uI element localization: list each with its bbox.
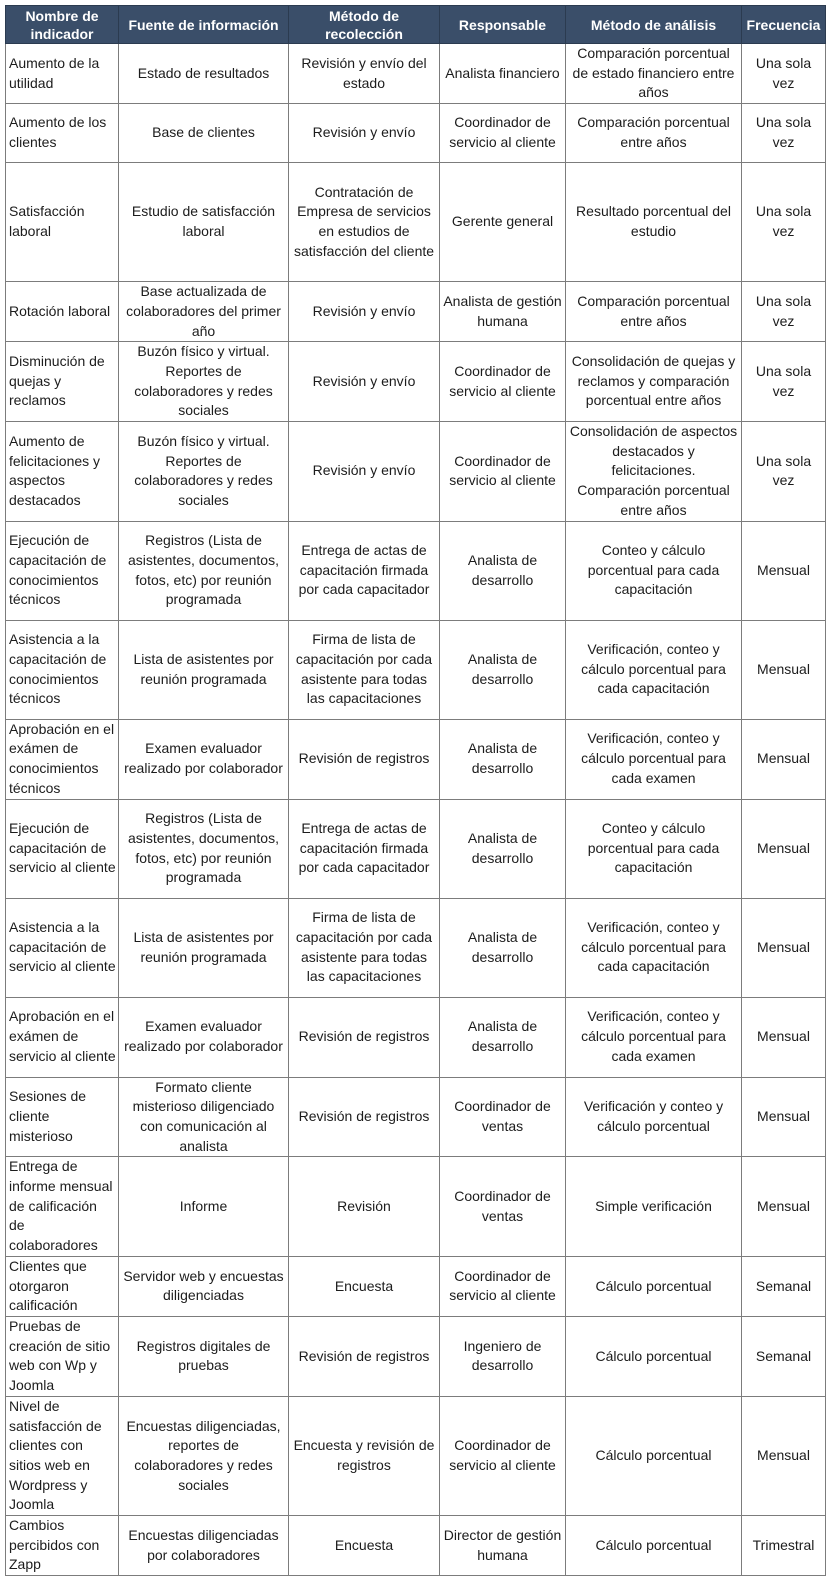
cell-collection-method: Revisión y envío: [289, 282, 440, 342]
table-row: [6, 1077, 826, 1157]
cell-analysis-method: Resultado porcentual del estudio: [566, 163, 742, 282]
cell-analysis-method: Comparación porcentual de estado financiero entre años: [566, 44, 742, 104]
cell-frequency: Semanal: [742, 1316, 826, 1396]
cell-frequency: Mensual: [742, 1077, 826, 1157]
cell-responsible: Coordinador de servicio al cliente: [440, 1396, 566, 1515]
header-row: [6, 6, 826, 44]
header-analysis-method: Método de análisis: [566, 6, 742, 44]
cell-responsible: Coordinador de servicio al cliente: [440, 1256, 566, 1316]
cell-analysis-method: Consolidación de quejas y reclamos y comparación porcentual entre años: [566, 342, 742, 422]
cell-analysis-method: Verificación, conteo y cálculo porcentual para cada examen: [566, 997, 742, 1077]
cell-indicator-name: Pruebas de creación de sitio web con Wp y Joomla: [6, 1316, 119, 1396]
cell-analysis-method: Cálculo porcentual: [566, 1316, 742, 1396]
indicators-table: [5, 5, 826, 1576]
cell-collection-method: Encuesta y revisión de registros: [289, 1396, 440, 1515]
cell-collection-method: Revisión y envío del estado: [289, 44, 440, 104]
cell-indicator-name: Rotación laboral: [6, 282, 119, 342]
cell-collection-method: Revisión y envío: [289, 422, 440, 522]
cell-collection-method: Contratación de Empresa de servicios en estudios de satisfacción del cliente: [289, 163, 440, 282]
cell-responsible: Gerente general: [440, 163, 566, 282]
header-collection-method: Método de recolección: [289, 6, 440, 44]
cell-collection-method: Entrega de actas de capacitación firmada por cada capacitador: [289, 799, 440, 898]
table-row: [6, 1157, 826, 1257]
table-row: [6, 1316, 826, 1396]
cell-responsible: Coordinador de ventas: [440, 1077, 566, 1157]
cell-indicator-name: Disminución de quejas y reclamos: [6, 342, 119, 422]
table-row: [6, 620, 826, 719]
cell-responsible: Director de gestión humana: [440, 1516, 566, 1576]
cell-collection-method: Revisión y envío: [289, 342, 440, 422]
cell-responsible: Analista de desarrollo: [440, 997, 566, 1077]
cell-information-source: Buzón físico y virtual. Reportes de colaboradores y redes sociales: [119, 342, 289, 422]
cell-collection-method: Revisión de registros: [289, 1077, 440, 1157]
cell-frequency: Mensual: [742, 799, 826, 898]
cell-information-source: Registros (Lista de asistentes, documentos, fotos, etc) por reunión programada: [119, 799, 289, 898]
cell-indicator-name: Aumento de felicitaciones y aspectos destacados: [6, 422, 119, 522]
table-row: [6, 719, 826, 799]
cell-indicator-name: Nivel de satisfacción de clientes con sitios web en Wordpress y Joomla: [6, 1396, 119, 1515]
cell-information-source: Buzón físico y virtual. Reportes de colaboradores y redes sociales: [119, 422, 289, 522]
cell-collection-method: Firma de lista de capacitación por cada asistente para todas las capacitaciones: [289, 898, 440, 997]
cell-responsible: Coordinador de servicio al cliente: [440, 422, 566, 522]
cell-responsible: Ingeniero de desarrollo: [440, 1316, 566, 1396]
cell-responsible: Coordinador de servicio al cliente: [440, 104, 566, 163]
cell-frequency: Una sola vez: [742, 104, 826, 163]
cell-indicator-name: Satisfacción laboral: [6, 163, 119, 282]
header-responsible: Responsable: [440, 6, 566, 44]
cell-analysis-method: Verificación, conteo y cálculo porcentual para cada capacitación: [566, 620, 742, 719]
cell-frequency: Una sola vez: [742, 44, 826, 104]
cell-indicator-name: Entrega de informe mensual de calificación de colaboradores: [6, 1157, 119, 1257]
cell-indicator-name: Aprobación en el exámen de servicio al cliente: [6, 997, 119, 1077]
cell-information-source: Lista de asistentes por reunión programada: [119, 898, 289, 997]
cell-frequency: Mensual: [742, 719, 826, 799]
cell-collection-method: Revisión de registros: [289, 997, 440, 1077]
table-row: [6, 282, 826, 342]
table-row: [6, 163, 826, 282]
cell-responsible: Analista de desarrollo: [440, 799, 566, 898]
cell-information-source: Servidor web y encuestas diligenciadas: [119, 1256, 289, 1316]
cell-responsible: Analista de desarrollo: [440, 898, 566, 997]
cell-responsible: Analista de desarrollo: [440, 620, 566, 719]
cell-indicator-name: Aumento de la utilidad: [6, 44, 119, 104]
cell-information-source: Examen evaluador realizado por colaborador: [119, 719, 289, 799]
cell-information-source: Formato cliente misterioso diligenciado con comunicación al analista: [119, 1077, 289, 1157]
cell-information-source: Estudio de satisfacción laboral: [119, 163, 289, 282]
cell-indicator-name: Clientes que otorgaron calificación: [6, 1256, 119, 1316]
cell-collection-method: Revisión de registros: [289, 719, 440, 799]
table-row: [6, 1256, 826, 1316]
cell-information-source: Base de clientes: [119, 104, 289, 163]
cell-analysis-method: Verificación, conteo y cálculo porcentual para cada examen: [566, 719, 742, 799]
cell-analysis-method: Cálculo porcentual: [566, 1396, 742, 1515]
cell-indicator-name: Ejecución de capacitación de servicio al cliente: [6, 799, 119, 898]
cell-frequency: Semanal: [742, 1256, 826, 1316]
cell-collection-method: Encuesta: [289, 1256, 440, 1316]
cell-collection-method: Entrega de actas de capacitación firmada por cada capacitador: [289, 521, 440, 620]
cell-indicator-name: Ejecución de capacitación de conocimientos técnicos: [6, 521, 119, 620]
cell-frequency: Mensual: [742, 898, 826, 997]
cell-indicator-name: Aumento de los clientes: [6, 104, 119, 163]
cell-frequency: Una sola vez: [742, 282, 826, 342]
cell-information-source: Estado de resultados: [119, 44, 289, 104]
table-row: [6, 997, 826, 1077]
table-row: [6, 898, 826, 997]
cell-information-source: Registros (Lista de asistentes, documentos, fotos, etc) por reunión programada: [119, 521, 289, 620]
cell-analysis-method: Conteo y cálculo porcentual para cada capacitación: [566, 799, 742, 898]
cell-frequency: Mensual: [742, 1396, 826, 1515]
cell-responsible: Analista de desarrollo: [440, 719, 566, 799]
cell-analysis-method: Cálculo porcentual: [566, 1516, 742, 1576]
table-row: [6, 799, 826, 898]
cell-responsible: Analista de gestión humana: [440, 282, 566, 342]
table-row: [6, 342, 826, 422]
cell-collection-method: Revisión de registros: [289, 1316, 440, 1396]
cell-analysis-method: Verificación y conteo y cálculo porcentual: [566, 1077, 742, 1157]
table-row: [6, 1396, 826, 1515]
cell-analysis-method: Cálculo porcentual: [566, 1256, 742, 1316]
cell-frequency: Mensual: [742, 997, 826, 1077]
cell-responsible: Analista financiero: [440, 44, 566, 104]
header-information-source: Fuente de información: [119, 6, 289, 44]
cell-frequency: Trimestral: [742, 1516, 826, 1576]
cell-frequency: Mensual: [742, 620, 826, 719]
cell-responsible: Coordinador de ventas: [440, 1157, 566, 1257]
cell-analysis-method: Simple verificación: [566, 1157, 742, 1257]
table-row: [6, 422, 826, 522]
cell-information-source: Registros digitales de pruebas: [119, 1316, 289, 1396]
cell-information-source: Base actualizada de colaboradores del primer año: [119, 282, 289, 342]
header-indicator-name: Nombre de indicador: [6, 6, 119, 44]
cell-information-source: Informe: [119, 1157, 289, 1257]
table-row: [6, 521, 826, 620]
cell-indicator-name: Asistencia a la capacitación de servicio al cliente: [6, 898, 119, 997]
cell-analysis-method: Consolidación de aspectos destacados y felicitaciones. Comparación porcentual entre años: [566, 422, 742, 522]
cell-collection-method: Revisión: [289, 1157, 440, 1257]
cell-information-source: Encuestas diligenciadas, reportes de colaboradores y redes sociales: [119, 1396, 289, 1515]
cell-collection-method: Revisión y envío: [289, 104, 440, 163]
header-frequency: Frecuencia: [742, 6, 826, 44]
cell-information-source: Examen evaluador realizado por colaborador: [119, 997, 289, 1077]
cell-indicator-name: Aprobación en el exámen de conocimientos técnicos: [6, 719, 119, 799]
cell-indicator-name: Asistencia a la capacitación de conocimientos técnicos: [6, 620, 119, 719]
cell-frequency: Mensual: [742, 1157, 826, 1257]
cell-information-source: Lista de asistentes por reunión programada: [119, 620, 289, 719]
cell-frequency: Una sola vez: [742, 342, 826, 422]
cell-collection-method: Firma de lista de capacitación por cada asistente para todas las capacitaciones: [289, 620, 440, 719]
table-row: [6, 1516, 826, 1576]
cell-analysis-method: Conteo y cálculo porcentual para cada capacitación: [566, 521, 742, 620]
table-row: [6, 44, 826, 104]
cell-analysis-method: Verificación, conteo y cálculo porcentual para cada capacitación: [566, 898, 742, 997]
cell-analysis-method: Comparación porcentual entre años: [566, 282, 742, 342]
cell-frequency: Una sola vez: [742, 163, 826, 282]
cell-responsible: Analista de desarrollo: [440, 521, 566, 620]
cell-analysis-method: Comparación porcentual entre años: [566, 104, 742, 163]
cell-frequency: Mensual: [742, 521, 826, 620]
cell-responsible: Coordinador de servicio al cliente: [440, 342, 566, 422]
cell-information-source: Encuestas diligenciadas por colaboradores: [119, 1516, 289, 1576]
cell-indicator-name: Sesiones de cliente misterioso: [6, 1077, 119, 1157]
cell-collection-method: Encuesta: [289, 1516, 440, 1576]
table-row: [6, 104, 826, 163]
cell-indicator-name: Cambios percibidos con Zapp: [6, 1516, 119, 1576]
cell-frequency: Una sola vez: [742, 422, 826, 522]
